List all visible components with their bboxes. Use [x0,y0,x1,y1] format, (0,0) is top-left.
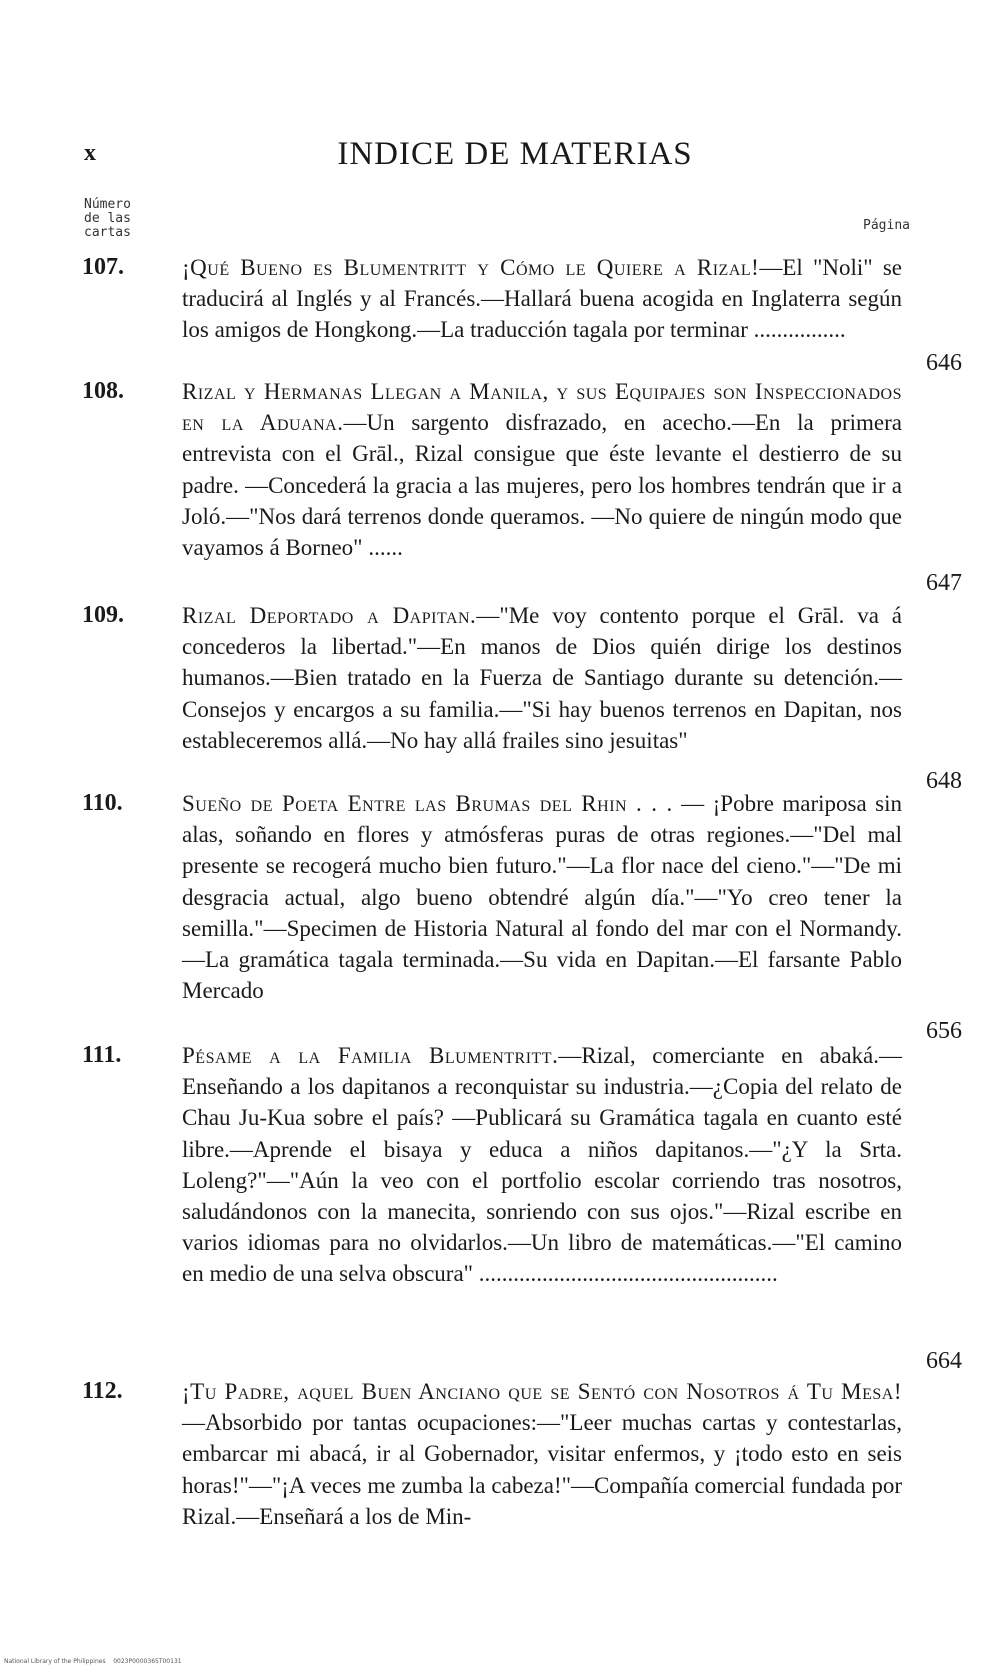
entry-summary: —Absorbido por tantas ocupaciones:—"Leer muchas cartas y contestarlas, embarcar mi abacá, ir al Gobernador, visitar enfermos, y ¡todo esto en seis horas!"—"¡A veces me zumba la cabeza!"—Compañía comercial fundada por Rizal.—Enseñará a los de Min- [182,1410,902,1529]
page-column-label: Página [863,218,910,233]
toc-entry [82,252,962,376]
entry-number: 107. [82,254,124,280]
number-label-line: cartas [84,225,131,240]
entry-summary: —Rizal, comerciante en abaká.—Enseñando a los dapitanos a reconquistar su industria.—¿Copia del relato de Chau Ju-Kua sobre el país? —Publicará su Gramática tagala en cuanto esté libre.—Aprende el bisaya y educa a niños dapitanos.—"¿Y la Srta. Loleng?"—"Aún la veo con el portfolio escolar corriendo tras nosotros, saludándonos con la manecita, sonriendo con sus ojos."—Rizal escribe en varios idiomas para no olvidarlos.—Un libro de matemáticas.—"El camino en medio de una selva obscura" .................................................... [182,1043,902,1287]
entry-heading: ¡Tu Padre, aquel Buen Anciano que se Sentó con Nosotros á Tu Mesa! [182,1379,902,1404]
entry-page: 647 [926,570,962,596]
entry-number: 112. [82,1378,123,1404]
entry-summary: —El "Noli" se traducirá al Inglés y al Francés.—Hallará buena acogida en Inglaterra según los amigos de Hongkong.—La traducción tagala por terminar ................ [182,255,902,343]
entry-number: 111. [82,1042,122,1068]
scan-footer [4,1658,182,1665]
toc-entry [82,788,962,1043]
entry-page: 656 [926,1018,962,1044]
page-title: INDICE DE MATERIAS [337,136,693,172]
entry-page: 648 [926,768,962,794]
entry-number: 110. [82,790,123,816]
toc-entry [82,376,962,596]
entry-number: 108. [82,378,124,404]
entry-heading: Sueño de Poeta Entre las Brumas del Rhin . . . [182,791,673,816]
entry-heading: Rizal Deportado a Dapitan. [182,603,477,628]
footer-code: 0023P0000365T00131 [113,1658,182,1665]
entry-page: 646 [926,350,962,376]
entry-heading: ¡Qué Bueno es Blumentritt y Cómo le Quiere a Rizal! [182,255,760,280]
number-label-line: Número [84,197,131,212]
entry-heading: Pésame a la Familia Blumentritt. [182,1043,559,1068]
toc-entry [82,1376,962,1576]
number-column-label [84,198,131,240]
entry-summary: —"Me voy contento porque el Grāl. va á concederos la libertad."—En manos de Dios quién dirige los destinos humanos.—Bien tratado en la Fuerza de Santiago durante su detención.—Consejos y encargos a su familia.—"Si hay buenos terrenos en Dapitan, nos estableceremos allá.—No hay allá frailes sino jesuitas" [182,603,902,753]
entry-summary: — ¡Pobre mariposa sin alas, soñando en flores y atmósferas puras de otras regiones.—"Del mal presente se recogerá mucho bien futuro."—La flor nace del cieno."—"De mi desgracia actual, algo bueno obtendré algún día."—"Yo creo tener la semilla."—Specimen de Historia Natural al fondo del mar con el Normandy.—La gramática tagala terminada.—Su vida en Dapitan.—El farsante Pablo Mercado [182,791,903,1004]
number-label-line: de las [84,211,131,226]
entry-page: 664 [926,1348,962,1374]
toc-entry [82,1040,962,1374]
entry-heading: Rizal y Hermanas Llegan a Manila, y sus Equipajes son Inspeccionados en la Aduana. [182,379,902,436]
toc-entry [82,600,962,794]
entry-number: 109. [82,602,124,628]
entry-summary: —Un sargento disfrazado, en acecho.—En la primera entrevista con el Grāl., Rizal consigue que éste levante el destierro de su padre. —Concederá la gracia a las mujeres, pero los hombres tendrán que ir a Joló.—"Nos dará terrenos donde queramos. —No quiere de ningún modo que vayamos á Borneo" ...... [182,410,902,561]
page-folio: x [84,140,96,166]
footer-credit: National Library of the Philippines [4,1658,106,1665]
